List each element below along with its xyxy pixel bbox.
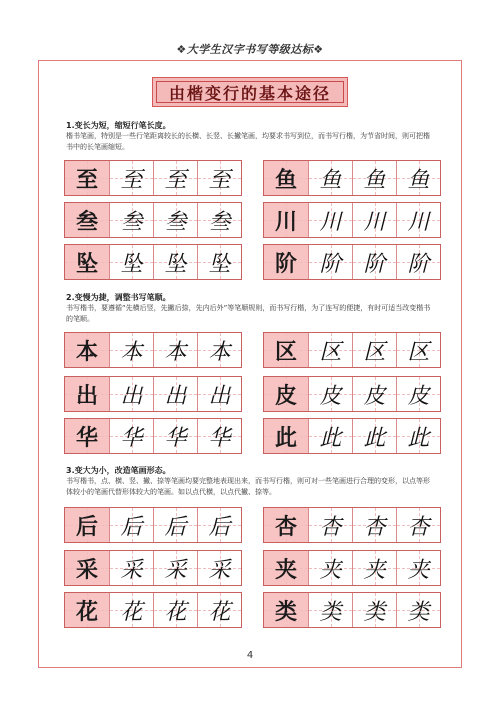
- character: 坠: [75, 250, 98, 277]
- model-character-cell: [65, 377, 109, 411]
- character: 后: [120, 514, 143, 540]
- practice-character-cell: [109, 551, 153, 585]
- model-character-cell: [264, 419, 308, 453]
- page-title: 由楷变行的基本途径: [156, 81, 344, 103]
- section-2-body: 书写楷书，要遵循“先横后竖，先撇后捺，先内后外”等笔顺规则，而书写行楷，为了连写的便捷，有时可适当改变楷书的笔顺。: [66, 304, 431, 323]
- character: 皮: [319, 383, 342, 409]
- practice-character-cell: [109, 161, 153, 195]
- character: 出: [120, 383, 143, 409]
- character: 此: [274, 424, 297, 451]
- section-2-right-row-3: [263, 418, 441, 454]
- character: 至: [120, 167, 143, 193]
- character: 阶: [274, 250, 297, 277]
- model-character-cell: [264, 245, 308, 279]
- top-margin: [0, 0, 500, 28]
- character: 后: [208, 514, 231, 540]
- practice-character-cell: [153, 161, 197, 195]
- practice-character-cell: [352, 161, 396, 195]
- character: 至: [75, 166, 98, 193]
- character: 鱼: [274, 166, 297, 193]
- character: 本: [120, 339, 143, 365]
- character: 叁: [208, 209, 231, 235]
- character: 川: [363, 209, 386, 235]
- model-character-cell: [65, 245, 109, 279]
- character: 夹: [407, 557, 430, 583]
- practice-character-cell: [308, 419, 352, 453]
- character: 坠: [208, 251, 231, 277]
- practice-character-cell: [109, 508, 153, 542]
- character: 鱼: [319, 167, 342, 193]
- section-2-right-row-2: [263, 376, 441, 412]
- practice-character-cell: [352, 245, 396, 279]
- practice-character-cell: [352, 593, 396, 627]
- character: 出: [208, 383, 231, 409]
- character: 鱼: [363, 167, 386, 193]
- character: 华: [164, 425, 187, 451]
- character: 川: [274, 208, 297, 235]
- practice-character-cell: [197, 161, 241, 195]
- section-3-right-row-2: [263, 550, 441, 586]
- practice-character-cell: [197, 333, 241, 367]
- practice-character-cell: [308, 333, 352, 367]
- practice-character-cell: [396, 161, 440, 195]
- character: 采: [208, 557, 231, 583]
- practice-character-cell: [197, 377, 241, 411]
- practice-character-cell: [109, 419, 153, 453]
- practice-character-cell: [308, 508, 352, 542]
- practice-character-cell: [396, 551, 440, 585]
- section-2-left-row-2: [64, 376, 242, 412]
- practice-character-cell: [308, 203, 352, 237]
- character: 后: [75, 513, 98, 540]
- character: 类: [363, 599, 386, 625]
- character: 杏: [274, 513, 297, 540]
- model-character-cell: [264, 551, 308, 585]
- practice-character-cell: [308, 593, 352, 627]
- practice-character-cell: [396, 203, 440, 237]
- practice-character-cell: [308, 551, 352, 585]
- character: 华: [208, 425, 231, 451]
- model-character-cell: [65, 593, 109, 627]
- practice-character-cell: [153, 419, 197, 453]
- character: 鱼: [407, 167, 430, 193]
- section-2-left-row-1: [64, 332, 242, 368]
- character: 类: [319, 599, 342, 625]
- character: 出: [75, 382, 98, 409]
- character: 夹: [319, 557, 342, 583]
- character: 至: [208, 167, 231, 193]
- character: 川: [319, 209, 342, 235]
- practice-character-cell: [153, 377, 197, 411]
- character: 区: [407, 339, 430, 365]
- character: 阶: [407, 251, 430, 277]
- practice-character-cell: [396, 245, 440, 279]
- character: 坠: [164, 251, 187, 277]
- practice-character-cell: [352, 419, 396, 453]
- model-character-cell: [264, 333, 308, 367]
- section-3-heading: 3.变大为小，改造笔画形态。: [66, 466, 171, 475]
- character: 夹: [274, 556, 297, 583]
- character: 叁: [164, 209, 187, 235]
- practice-character-cell: [197, 593, 241, 627]
- practice-character-cell: [109, 593, 153, 627]
- practice-character-cell: [109, 333, 153, 367]
- section-1-left-row-2: [64, 202, 242, 238]
- character: 此: [363, 425, 386, 451]
- character: 阶: [363, 251, 386, 277]
- section-1-right-row-2: [263, 202, 441, 238]
- model-character-cell: [264, 593, 308, 627]
- practice-character-cell: [352, 333, 396, 367]
- practice-character-cell: [308, 377, 352, 411]
- character: 坠: [120, 251, 143, 277]
- practice-character-cell: [396, 593, 440, 627]
- model-character-cell: [65, 161, 109, 195]
- section-1-left-row-3: [64, 244, 242, 280]
- section-1-right-row-3: [263, 244, 441, 280]
- model-character-cell: [65, 203, 109, 237]
- section-1-right-row-1: [263, 160, 441, 196]
- character: 区: [319, 339, 342, 365]
- practice-character-cell: [109, 377, 153, 411]
- character: 华: [120, 425, 143, 451]
- model-character-cell: [65, 508, 109, 542]
- practice-character-cell: [153, 245, 197, 279]
- character: 花: [75, 598, 98, 625]
- character: 杏: [407, 514, 430, 540]
- section-3-left-row-3: [64, 592, 242, 628]
- model-character-cell: [65, 333, 109, 367]
- character: 区: [363, 339, 386, 365]
- practice-character-cell: [352, 203, 396, 237]
- practice-character-cell: [197, 245, 241, 279]
- section-3-right-row-1: [263, 507, 441, 543]
- character: 叁: [75, 208, 98, 235]
- section-3-left-row-1: [64, 507, 242, 543]
- practice-character-cell: [153, 508, 197, 542]
- character: 杏: [363, 514, 386, 540]
- section-3-right-row-3: [263, 592, 441, 628]
- character: 出: [164, 383, 187, 409]
- practice-character-cell: [396, 377, 440, 411]
- practice-character-cell: [396, 333, 440, 367]
- practice-character-cell: [396, 419, 440, 453]
- series-header: ❖大学生汉字书写等级达标❖: [176, 43, 324, 56]
- practice-character-cell: [197, 508, 241, 542]
- character: 本: [164, 339, 187, 365]
- section-1-left-row-1: [64, 160, 242, 196]
- character: 采: [75, 556, 98, 583]
- character: 此: [319, 425, 342, 451]
- character: 皮: [274, 382, 297, 409]
- section-2-left-row-3: [64, 418, 242, 454]
- model-character-cell: [264, 161, 308, 195]
- section-1-body: 楷书笔画，特别是一些行笔距离较长的长横、长竖、长撇笔画，均要求书写到位，而书写行楷，为节省时间，则可把楷书中的长笔画缩短。: [66, 132, 430, 151]
- character: 本: [208, 339, 231, 365]
- practice-character-cell: [153, 551, 197, 585]
- practice-character-cell: [197, 551, 241, 585]
- practice-character-cell: [109, 203, 153, 237]
- practice-character-cell: [109, 245, 153, 279]
- character: 皮: [363, 383, 386, 409]
- model-character-cell: [264, 377, 308, 411]
- section-2-right-row-1: [263, 332, 441, 368]
- practice-character-cell: [308, 161, 352, 195]
- character: 阶: [319, 251, 342, 277]
- practice-character-cell: [153, 593, 197, 627]
- character: 花: [120, 599, 143, 625]
- character: 此: [407, 425, 430, 451]
- practice-character-cell: [396, 508, 440, 542]
- practice-character-cell: [352, 508, 396, 542]
- character: 采: [120, 557, 143, 583]
- practice-character-cell: [308, 245, 352, 279]
- model-character-cell: [264, 508, 308, 542]
- character: 花: [164, 599, 187, 625]
- practice-character-cell: [197, 419, 241, 453]
- character: 华: [75, 424, 98, 451]
- character: 杏: [319, 514, 342, 540]
- page-number: 4: [246, 650, 254, 661]
- page-title-box: [152, 77, 348, 107]
- practice-character-cell: [153, 203, 197, 237]
- character: 类: [274, 598, 297, 625]
- character: 至: [164, 167, 187, 193]
- character: 夹: [363, 557, 386, 583]
- character: 本: [75, 338, 98, 365]
- section-1-heading: 1.变长为短，缩短行笔长度。: [66, 121, 171, 130]
- practice-character-cell: [153, 333, 197, 367]
- section-3-left-row-2: [64, 550, 242, 586]
- character: 后: [164, 514, 187, 540]
- practice-character-cell: [352, 551, 396, 585]
- character: 皮: [407, 383, 430, 409]
- model-character-cell: [65, 551, 109, 585]
- character: 采: [164, 557, 187, 583]
- model-character-cell: [264, 203, 308, 237]
- practice-character-cell: [352, 377, 396, 411]
- character: 叁: [120, 209, 143, 235]
- character: 川: [407, 209, 430, 235]
- character: 类: [407, 599, 430, 625]
- section-3-body: 书写楷书，点、横、竖、撇、捺等笔画均要完整地表现出来，而书写行楷，则可对一些笔画进行合理的变形，以点等形体较小的笔画代替形体较大的笔画。如以点代横，以点代撇、捺等。: [66, 477, 430, 496]
- character: 区: [274, 338, 297, 365]
- section-2-heading: 2.变慢为捷，调整书写笔顺。: [66, 293, 171, 302]
- practice-character-cell: [197, 203, 241, 237]
- character: 花: [208, 599, 231, 625]
- model-character-cell: [65, 419, 109, 453]
